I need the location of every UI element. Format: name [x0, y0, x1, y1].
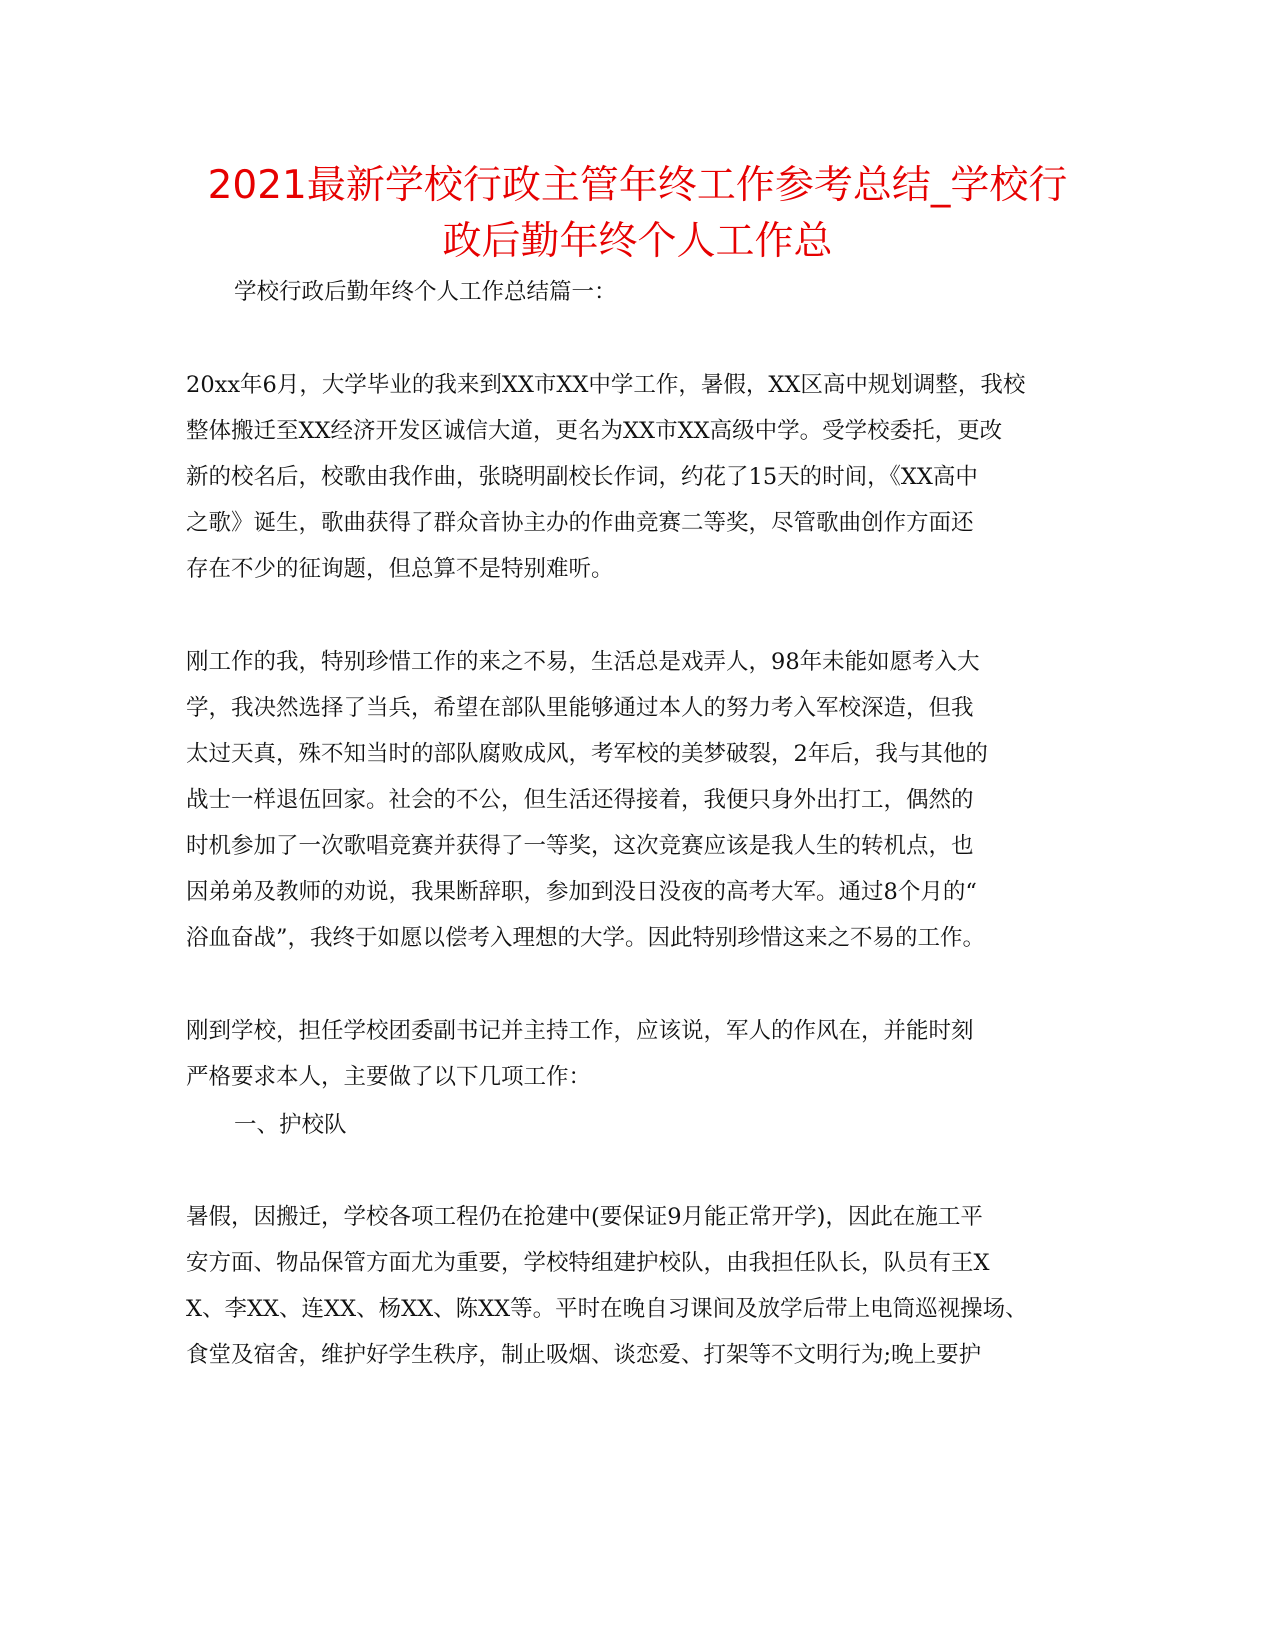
text-line: 因弟弟及教师的劝说，我果断辞职，参加到没日没夜的高考大军。通过8个月的“: [186, 879, 977, 905]
text-line: 战士一样退伍回家。社会的不公，但生活还得接着，我便只身外出打工，偶然的: [186, 787, 974, 813]
title-line-1: 2021最新学校行政主管年终工作参考总结_学校行: [207, 163, 1068, 208]
title-line-2: 政后勤年终个人工作总: [442, 219, 833, 264]
text-line: 时机参加了一次歌唱竞赛并获得了一等奖，这次竞赛应该是我人生的转机点，也: [186, 833, 974, 859]
text-line: 暑假，因搬迁，学校各项工程仍在抢建中(要保证9月能正常开学)，因此在施工平: [186, 1204, 983, 1230]
text-line: 之歌》诞生，歌曲获得了群众音协主办的作曲竞赛二等奖，尽管歌曲创作方面还: [186, 510, 974, 536]
text-line: X、李XX、连XX、杨XX、陈XX等。平时在晚自习课间及放学后带上电筒巡视操场、: [186, 1296, 1028, 1322]
text-line: 新的校名后，校歌由我作曲，张晓明副校长作词，约花了15天的时间，《XX高中: [186, 464, 978, 490]
text-line: 安方面、物品保管方面尤为重要，学校特组建护校队，由我担任队长，队员有王X: [186, 1250, 990, 1276]
text-line: 存在不少的征询题，但总算不是特别难听。: [186, 556, 614, 582]
text-line: 刚到学校，担任学校团委副书记并主持工作，应该说，军人的作风在，并能时刻: [186, 1018, 974, 1044]
text-line: 严格要求本人，主要做了以下几项工作：: [186, 1064, 592, 1090]
section-heading: 一、护校队: [234, 1112, 347, 1138]
document-title: [150, 158, 1125, 270]
text-line: 刚工作的我，特别珍惜工作的来之不易，生活总是戏弄人，98年未能如愿考入大: [186, 649, 980, 675]
text-line: 学，我决然选择了当兵，希望在部队里能够通过本人的努力考入军校深造，但我: [186, 695, 974, 721]
text-line: 太过天真，殊不知当时的部队腐败成风，考军校的美梦破裂，2年后，我与其他的: [186, 741, 988, 767]
text-line: 20xx年6月，大学毕业的我来到XX市XX中学工作，暑假，XX区高中规划调整，我校: [186, 372, 1026, 398]
text-line: 整体搬迁至XX经济开发区诚信大道，更名为XX市XX高级中学。受学校委托，更改: [186, 418, 1003, 444]
text-line: 浴血奋战”，我终于如愿以偿考入理想的大学。因此特别珍惜这来之不易的工作。: [186, 925, 986, 951]
subheading: 学校行政后勤年终个人工作总结篇一：: [234, 279, 617, 305]
text-line: 食堂及宿舍，维护好学生秩序，制止吸烟、谈恋爱、打架等不文明行为;晚上要护: [186, 1342, 982, 1368]
